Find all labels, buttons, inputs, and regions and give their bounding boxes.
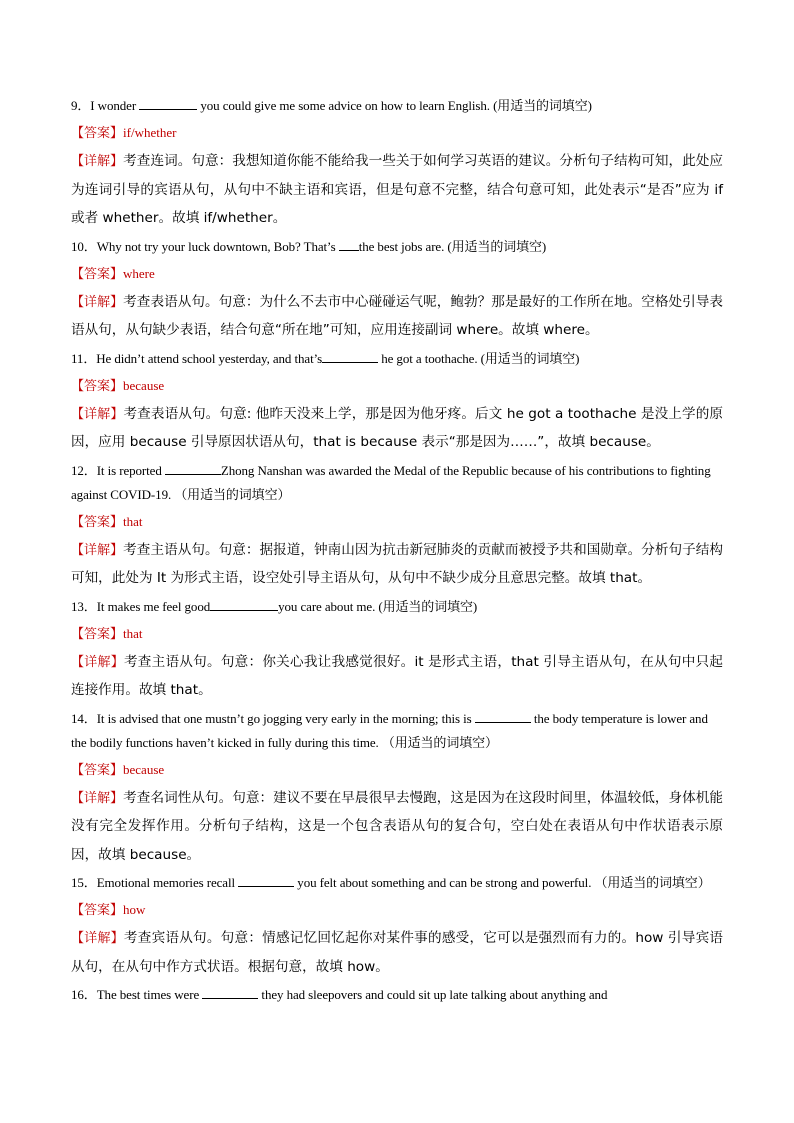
answer-blank <box>322 350 378 363</box>
question-text: 10．Why not try your luck downtown, Bob? That’s the best jobs are. (用适当的词填空) <box>71 238 547 254</box>
answer-blank <box>202 986 258 999</box>
question-item <box>71 983 723 1007</box>
detail-text: 考查主语从句。句意：你关心我让我感觉很好。it 是形式主语，that 引导主语从句，在从句中只起连接作用。故填 that。 <box>71 653 723 698</box>
question-list <box>71 94 723 1009</box>
question-item <box>71 94 723 233</box>
answer-tag: 【答案】 <box>71 762 124 778</box>
question-item <box>71 347 723 457</box>
answer-blank <box>238 874 294 887</box>
detail-text: 考查宾语从句。句意：情感记忆回忆起你对某件事的感受，它可以是强烈而有力的。how 引导宾语从句，在从句中作方式状语。根据句意，故填 how。 <box>71 930 723 975</box>
question-item <box>71 871 723 981</box>
answer-line <box>71 622 723 647</box>
detail-text: 考查主语从句。句意：据报道，钟南山因为抗击新冠肺炎的贡献而被授予共和国勋章。分析句子结构可知，此处为 It 为形式主语，设空处引导主语从句，从句中不缺少成分且意思完整。故填 that。 <box>71 541 723 586</box>
answer-blank <box>139 97 197 110</box>
detail-line <box>71 536 723 593</box>
detail-tag: 【详解】 <box>71 542 124 558</box>
detail-text: 考查表语从句。句意: 他昨天没来上学，那是因为他牙疼。后文 he got a toothache 是没上学的原因，应用 because 引导原因状语从句，that is because 表示“那是因为……”，故填 because。 <box>71 405 723 450</box>
answer-tag: 【答案】 <box>71 266 124 282</box>
detail-tag: 【详解】 <box>71 790 124 806</box>
answer-line <box>71 898 723 923</box>
question-text: 9．I wonder you could give me some advice on how to learn English. (用适当的词填空) <box>71 98 592 113</box>
detail-line <box>71 147 723 233</box>
answer-line <box>71 758 723 783</box>
answer-blank <box>165 462 221 475</box>
detail-line <box>71 784 723 870</box>
detail-tag: 【详解】 <box>71 654 124 670</box>
question-item <box>71 595 723 705</box>
answer-value: that <box>123 513 143 529</box>
answer-tag: 【答案】 <box>71 126 124 141</box>
detail-tag: 【详解】 <box>71 406 124 422</box>
answer-value: if/whether <box>123 125 177 140</box>
answer-value: how <box>123 902 146 917</box>
answer-tag: 【答案】 <box>71 626 124 642</box>
question-item <box>71 235 723 345</box>
answer-value: because <box>123 377 165 393</box>
detail-line <box>71 648 723 705</box>
answer-blank <box>475 710 531 723</box>
question-item <box>71 459 723 593</box>
answer-value: that <box>123 625 143 641</box>
question-text: 11．He didn’t attend school yesterday, and that’s he got a toothache. (用适当的词填空) <box>71 350 580 366</box>
answer-line <box>71 262 723 287</box>
detail-text: 考查连词。句意：我想知道你能不能给我一些关于如何学习英语的建议。分析句子结构可知，此处应为连词引导的宾语从句，从句中不缺主语和宾语，但是句意不完整，结合句意可知，此处表示“是否”应为 if 或者 whether。故填 if/whether。 <box>71 153 723 226</box>
detail-line <box>71 400 723 457</box>
detail-tag: 【详解】 <box>71 931 124 946</box>
detail-tag: 【详解】 <box>71 294 124 310</box>
answer-tag: 【答案】 <box>71 514 124 530</box>
detail-text: 考查表语从句。句意：为什么不去市中心碰碰运气呢，鲍勃？那是最好的工作所在地。空格处引导表语从句，从句缺少表语，结合句意“所在地”可知，应用连接副词 where。故填 where。 <box>71 293 723 338</box>
detail-text: 考查名词性从句。句意：建议不要在早晨很早去慢跑，这是因为在这段时间里，体温较低，身体机能没有完全发挥作用。分析句子结构，这是一个包含表语从句的复合句，空白处在表语从句中作状语表示原因，故填 because。 <box>71 789 723 863</box>
answer-value: where <box>123 265 155 281</box>
question-text: 16．The best times were they had sleepovers and could sit up late talking about anything and <box>71 987 608 1002</box>
answer-line <box>71 510 723 535</box>
answer-line <box>71 374 723 399</box>
answer-tag: 【答案】 <box>71 378 124 394</box>
answer-line <box>71 121 723 146</box>
question-text: 12．It is reported Zhong Nanshan was awarded the Medal of the Republic because of his contributions to fighting against COVID-19. （用适当的词填空） <box>71 462 711 502</box>
detail-line <box>71 288 723 345</box>
answer-value: because <box>123 761 165 777</box>
answer-blank <box>339 238 359 251</box>
question-text: 13．It makes me feel good you care about me. (用适当的词填空) <box>71 598 478 614</box>
detail-line <box>71 924 723 981</box>
answer-tag: 【答案】 <box>71 903 124 918</box>
detail-tag: 【详解】 <box>71 154 124 169</box>
question-text: 15．Emotional memories recall you felt about something and can be strong and powerful. （用适当的词填空） <box>71 875 711 890</box>
question-item <box>71 707 723 870</box>
answer-blank <box>210 598 278 611</box>
question-text: 14．It is advised that one mustn’t go jogging very early in the morning; this is the body temperature is lower and the bodily functions haven’t kicked in fully during this time. （用适当的词填空） <box>71 710 708 750</box>
